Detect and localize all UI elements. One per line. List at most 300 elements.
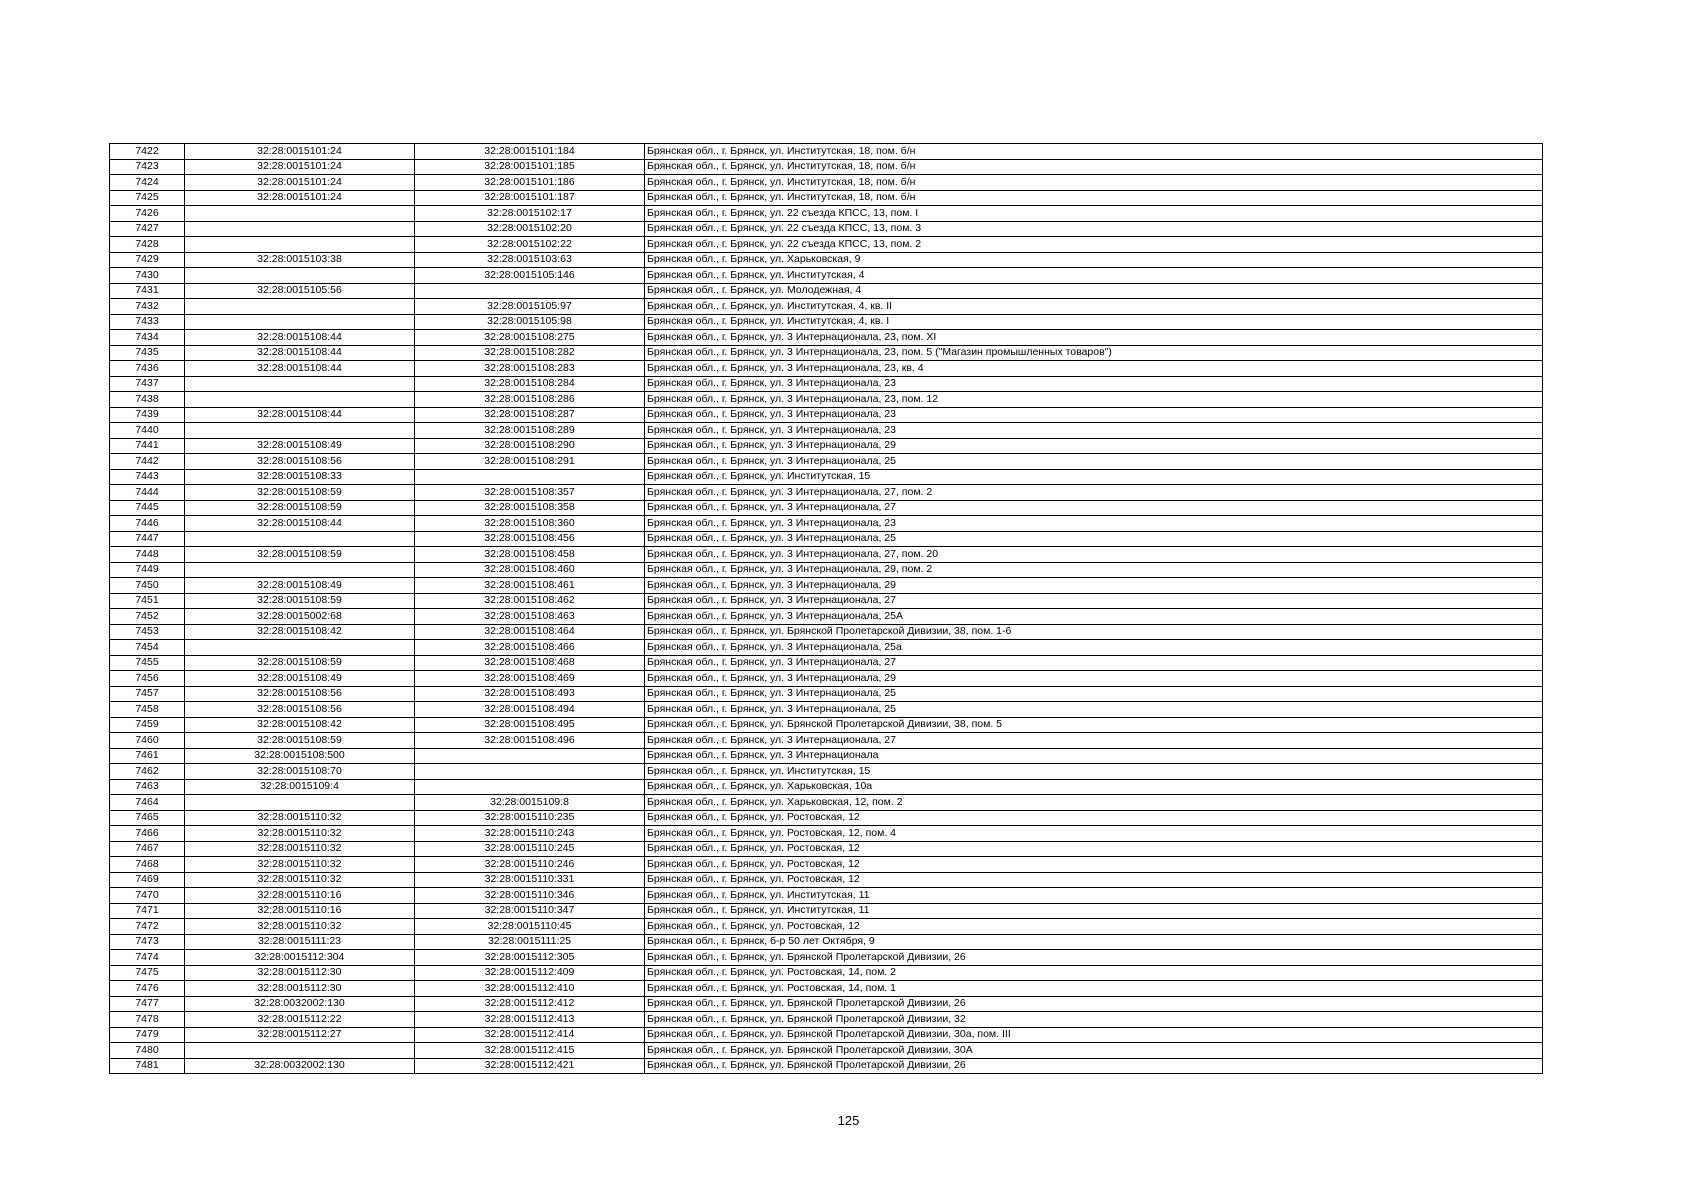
row-number: 7450	[110, 578, 185, 594]
land-plot-cadastral-number: 32:28:0015103:38	[185, 252, 415, 268]
table-row	[110, 702, 1543, 718]
table-row	[110, 221, 1543, 237]
land-plot-cadastral-number: 32:28:0015110:16	[185, 903, 415, 919]
address-cell: Брянская обл., г. Брянск, ул. 3 Интернационала, 23, пом. 5 ("Магазин промышленных товаров")	[645, 345, 1543, 361]
address-cell: Брянская обл., г. Брянск, ул. Институтская, 15	[645, 764, 1543, 780]
object-cadastral-number: 32:28:0015112:412	[415, 996, 645, 1012]
table-row	[110, 810, 1543, 826]
address-cell: Брянская обл., г. Брянск, ул. 3 Интернационала, 25а	[645, 640, 1543, 656]
land-plot-cadastral-number: 32:28:0015108:49	[185, 438, 415, 454]
land-plot-cadastral-number: 32:28:0015112:30	[185, 965, 415, 981]
land-plot-cadastral-number: 32:28:0015108:44	[185, 345, 415, 361]
row-number: 7463	[110, 779, 185, 795]
object-cadastral-number: 32:28:0015105:146	[415, 268, 645, 284]
object-cadastral-number: 32:28:0015112:305	[415, 950, 645, 966]
address-cell: Брянская обл., г. Брянск, ул. Институтская, 15	[645, 469, 1543, 485]
address-cell: Брянская обл., г. Брянск, ул. Ростовская, 12	[645, 857, 1543, 873]
address-cell: Брянская обл., г. Брянск, ул. Брянской Пролетарской Дивизии, 26	[645, 950, 1543, 966]
table-row	[110, 841, 1543, 857]
address-cell: Брянская обл., г. Брянск, ул. Институтская, 18, пом. б/н	[645, 144, 1543, 160]
land-plot-cadastral-number	[185, 221, 415, 237]
address-cell: Брянская обл., г. Брянск, ул. Брянской Пролетарской Дивизии, 30а, пом. III	[645, 1027, 1543, 1043]
table-row	[110, 531, 1543, 547]
land-plot-cadastral-number	[185, 376, 415, 392]
row-number: 7432	[110, 299, 185, 315]
address-cell: Брянская обл., г. Брянск, ул. 3 Интернационала, 23	[645, 516, 1543, 532]
address-cell: Брянская обл., г. Брянск, ул. 3 Интернационала, 29, пом. 2	[645, 562, 1543, 578]
row-number: 7461	[110, 748, 185, 764]
land-plot-cadastral-number: 32:28:0015110:32	[185, 872, 415, 888]
land-plot-cadastral-number	[185, 299, 415, 315]
address-cell: Брянская обл., г. Брянск, ул. 3 Интернационала, 23, кв. 4	[645, 361, 1543, 377]
table-row	[110, 1012, 1543, 1028]
address-cell: Брянская обл., г. Брянск, ул. Институтская, 4	[645, 268, 1543, 284]
land-plot-cadastral-number	[185, 1043, 415, 1059]
object-cadastral-number: 32:28:0015108:357	[415, 485, 645, 501]
row-number: 7471	[110, 903, 185, 919]
table-row	[110, 175, 1543, 191]
row-number: 7430	[110, 268, 185, 284]
table-row	[110, 1058, 1543, 1074]
land-plot-cadastral-number: 32:28:0015108:500	[185, 748, 415, 764]
table-row	[110, 516, 1543, 532]
address-cell: Брянская обл., г. Брянск, ул. Брянской Пролетарской Дивизии, 26	[645, 996, 1543, 1012]
table-row	[110, 423, 1543, 439]
land-plot-cadastral-number: 32:28:0015109:4	[185, 779, 415, 795]
object-cadastral-number: 32:28:0015110:45	[415, 919, 645, 935]
row-number: 7479	[110, 1027, 185, 1043]
land-plot-cadastral-number	[185, 314, 415, 330]
land-plot-cadastral-number	[185, 268, 415, 284]
land-plot-cadastral-number: 32:28:0015108:59	[185, 593, 415, 609]
table-row	[110, 996, 1543, 1012]
row-number: 7472	[110, 919, 185, 935]
object-cadastral-number: 32:28:0015108:494	[415, 702, 645, 718]
land-plot-cadastral-number: 32:28:0015108:56	[185, 702, 415, 718]
table-row	[110, 283, 1543, 299]
row-number: 7460	[110, 733, 185, 749]
land-plot-cadastral-number: 32:28:0015105:56	[185, 283, 415, 299]
table-row	[110, 392, 1543, 408]
table-row	[110, 562, 1543, 578]
table-row	[110, 624, 1543, 640]
table-row	[110, 888, 1543, 904]
row-number: 7473	[110, 934, 185, 950]
row-number: 7469	[110, 872, 185, 888]
address-cell: Брянская обл., г. Брянск, ул. 3 Интернационала, 29	[645, 578, 1543, 594]
object-cadastral-number: 32:28:0015108:291	[415, 454, 645, 470]
address-cell: Брянская обл., г. Брянск, ул. 3 Интернационала, 29	[645, 671, 1543, 687]
object-cadastral-number: 32:28:0015112:421	[415, 1058, 645, 1074]
address-cell: Брянская обл., г. Брянск, ул. 3 Интернационала, 25А	[645, 609, 1543, 625]
address-cell: Брянская обл., г. Брянск, ул. Харьковская, 9	[645, 252, 1543, 268]
row-number: 7474	[110, 950, 185, 966]
address-cell: Брянская обл., г. Брянск, ул. Брянской Пролетарской Дивизии, 38, пом. 5	[645, 717, 1543, 733]
address-cell: Брянская обл., г. Брянск, ул. Ростовская, 12	[645, 810, 1543, 826]
object-cadastral-number: 32:28:0015108:468	[415, 655, 645, 671]
row-number: 7466	[110, 826, 185, 842]
table-row	[110, 438, 1543, 454]
row-number: 7444	[110, 485, 185, 501]
object-cadastral-number: 32:28:0015108:466	[415, 640, 645, 656]
row-number: 7456	[110, 671, 185, 687]
table-row	[110, 407, 1543, 423]
object-cadastral-number	[415, 764, 645, 780]
row-number: 7462	[110, 764, 185, 780]
object-cadastral-number	[415, 283, 645, 299]
object-cadastral-number: 32:28:0015101:187	[415, 190, 645, 206]
address-cell: Брянская обл., г. Брянск, ул. Ростовская, 12, пом. 4	[645, 826, 1543, 842]
address-cell: Брянская обл., г. Брянск, ул. Ростовская, 12	[645, 919, 1543, 935]
land-plot-cadastral-number: 32:28:0015101:24	[185, 159, 415, 175]
land-plot-cadastral-number: 32:28:0015110:32	[185, 857, 415, 873]
address-cell: Брянская обл., г. Брянск, ул. 3 Интернационала, 27, пом. 2	[645, 485, 1543, 501]
object-cadastral-number: 32:28:0015102:17	[415, 206, 645, 222]
object-cadastral-number: 32:28:0015109:8	[415, 795, 645, 811]
table-row	[110, 733, 1543, 749]
land-plot-cadastral-number: 32:28:0015112:27	[185, 1027, 415, 1043]
land-plot-cadastral-number: 32:28:0015110:32	[185, 810, 415, 826]
object-cadastral-number: 32:28:0015110:246	[415, 857, 645, 873]
table-row	[110, 345, 1543, 361]
address-cell: Брянская обл., г. Брянск, ул. Брянской Пролетарской Дивизии, 26	[645, 1058, 1543, 1074]
object-cadastral-number: 32:28:0015108:462	[415, 593, 645, 609]
object-cadastral-number: 32:28:0015108:456	[415, 531, 645, 547]
object-cadastral-number: 32:28:0015112:413	[415, 1012, 645, 1028]
table-row	[110, 1027, 1543, 1043]
table-row	[110, 965, 1543, 981]
row-number: 7470	[110, 888, 185, 904]
address-cell: Брянская обл., г. Брянск, ул. 3 Интернационала, 23	[645, 407, 1543, 423]
land-plot-cadastral-number	[185, 237, 415, 253]
land-plot-cadastral-number: 32:28:0015108:44	[185, 516, 415, 532]
address-cell: Брянская обл., г. Брянск, ул. 3 Интернационала, 29	[645, 438, 1543, 454]
object-cadastral-number: 32:28:0015108:458	[415, 547, 645, 563]
land-plot-cadastral-number	[185, 640, 415, 656]
row-number: 7475	[110, 965, 185, 981]
table-row	[110, 779, 1543, 795]
table-row	[110, 268, 1543, 284]
table-row	[110, 144, 1543, 160]
address-cell: Брянская обл., г. Брянск, ул. Харьковская, 12, пом. 2	[645, 795, 1543, 811]
object-cadastral-number: 32:28:0015103:63	[415, 252, 645, 268]
address-cell: Брянская обл., г. Брянск, ул. Институтская, 11	[645, 903, 1543, 919]
object-cadastral-number: 32:28:0015108:360	[415, 516, 645, 532]
table-row	[110, 361, 1543, 377]
address-cell: Брянская обл., г. Брянск, ул. Молодежная, 4	[645, 283, 1543, 299]
object-cadastral-number: 32:28:0015112:410	[415, 981, 645, 997]
object-cadastral-number: 32:28:0015108:287	[415, 407, 645, 423]
address-cell: Брянская обл., г. Брянск, ул. 3 Интернационала, 25	[645, 702, 1543, 718]
address-cell: Брянская обл., г. Брянск, ул. Брянской Пролетарской Дивизии, 30А	[645, 1043, 1543, 1059]
land-plot-cadastral-number	[185, 206, 415, 222]
row-number: 7423	[110, 159, 185, 175]
object-cadastral-number: 32:28:0015108:493	[415, 686, 645, 702]
row-number: 7446	[110, 516, 185, 532]
object-cadastral-number: 32:28:0015111:25	[415, 934, 645, 950]
address-cell: Брянская обл., г. Брянск, ул. 22 съезда КПСС, 13, пом. I	[645, 206, 1543, 222]
address-cell: Брянская обл., г. Брянск, ул. Институтская, 18, пом. б/н	[645, 159, 1543, 175]
row-number: 7443	[110, 469, 185, 485]
table-row	[110, 206, 1543, 222]
table-row	[110, 190, 1543, 206]
address-cell: Брянская обл., г. Брянск, ул. 3 Интернационала, 23	[645, 376, 1543, 392]
table-row	[110, 593, 1543, 609]
row-number: 7453	[110, 624, 185, 640]
land-plot-cadastral-number: 32:28:0015110:16	[185, 888, 415, 904]
object-cadastral-number: 32:28:0015108:286	[415, 392, 645, 408]
land-plot-cadastral-number: 32:28:0015108:70	[185, 764, 415, 780]
land-plot-cadastral-number: 32:28:0015108:59	[185, 733, 415, 749]
address-cell: Брянская обл., г. Брянск, ул. 3 Интернационала, 27	[645, 593, 1543, 609]
object-cadastral-number: 32:28:0015102:22	[415, 237, 645, 253]
object-cadastral-number: 32:28:0015108:461	[415, 578, 645, 594]
object-cadastral-number: 32:28:0015108:460	[415, 562, 645, 578]
land-plot-cadastral-number: 32:28:0015108:59	[185, 485, 415, 501]
object-cadastral-number	[415, 779, 645, 795]
row-number: 7477	[110, 996, 185, 1012]
table-row	[110, 640, 1543, 656]
row-number: 7429	[110, 252, 185, 268]
row-number: 7431	[110, 283, 185, 299]
address-cell: Брянская обл., г. Брянск, ул. Ростовская, 14, пом. 2	[645, 965, 1543, 981]
row-number: 7476	[110, 981, 185, 997]
row-number: 7440	[110, 423, 185, 439]
land-plot-cadastral-number: 32:28:0015108:42	[185, 717, 415, 733]
row-number: 7436	[110, 361, 185, 377]
object-cadastral-number: 32:28:0015101:184	[415, 144, 645, 160]
table-row	[110, 469, 1543, 485]
table-row	[110, 454, 1543, 470]
table-row	[110, 857, 1543, 873]
object-cadastral-number: 32:28:0015108:495	[415, 717, 645, 733]
land-plot-cadastral-number: 32:28:0015108:56	[185, 686, 415, 702]
address-cell: Брянская обл., г. Брянск, ул. Ростовская, 14, пом. 1	[645, 981, 1543, 997]
object-cadastral-number: 32:28:0015108:282	[415, 345, 645, 361]
object-cadastral-number: 32:28:0015112:415	[415, 1043, 645, 1059]
object-cadastral-number: 32:28:0015110:347	[415, 903, 645, 919]
row-number: 7424	[110, 175, 185, 191]
row-number: 7457	[110, 686, 185, 702]
row-number: 7451	[110, 593, 185, 609]
table-row	[110, 159, 1543, 175]
row-number: 7439	[110, 407, 185, 423]
row-number: 7447	[110, 531, 185, 547]
table-row	[110, 314, 1543, 330]
land-plot-cadastral-number	[185, 562, 415, 578]
registry-table	[109, 143, 1543, 1074]
address-cell: Брянская обл., г. Брянск, ул. Харьковская, 10а	[645, 779, 1543, 795]
row-number: 7441	[110, 438, 185, 454]
table-row	[110, 795, 1543, 811]
land-plot-cadastral-number: 32:28:0015108:59	[185, 500, 415, 516]
object-cadastral-number: 32:28:0015108:275	[415, 330, 645, 346]
table-row	[110, 717, 1543, 733]
object-cadastral-number: 32:28:0015108:284	[415, 376, 645, 392]
row-number: 7425	[110, 190, 185, 206]
row-number: 7464	[110, 795, 185, 811]
address-cell: Брянская обл., г. Брянск, ул. 3 Интернационала, 27	[645, 733, 1543, 749]
object-cadastral-number	[415, 748, 645, 764]
registry-table-body	[110, 144, 1543, 1074]
table-row	[110, 764, 1543, 780]
address-cell: Брянская обл., г. Брянск, ул. 3 Интернационала, 27	[645, 655, 1543, 671]
land-plot-cadastral-number: 32:28:0015108:59	[185, 547, 415, 563]
table-row	[110, 578, 1543, 594]
land-plot-cadastral-number: 32:28:0015108:49	[185, 578, 415, 594]
address-cell: Брянская обл., г. Брянск, ул. Ростовская, 12	[645, 841, 1543, 857]
object-cadastral-number: 32:28:0015108:463	[415, 609, 645, 625]
address-cell: Брянская обл., г. Брянск, ул. 3 Интернационала, 27	[645, 500, 1543, 516]
object-cadastral-number: 32:28:0015102:20	[415, 221, 645, 237]
object-cadastral-number: 32:28:0015112:409	[415, 965, 645, 981]
land-plot-cadastral-number: 32:28:0015101:24	[185, 175, 415, 191]
object-cadastral-number: 32:28:0015108:283	[415, 361, 645, 377]
object-cadastral-number: 32:28:0015101:185	[415, 159, 645, 175]
row-number: 7433	[110, 314, 185, 330]
land-plot-cadastral-number: 32:28:0015108:59	[185, 655, 415, 671]
table-row	[110, 981, 1543, 997]
object-cadastral-number	[415, 469, 645, 485]
row-number: 7448	[110, 547, 185, 563]
table-row	[110, 826, 1543, 842]
table-row	[110, 655, 1543, 671]
land-plot-cadastral-number: 32:28:0032002:130	[185, 1058, 415, 1074]
land-plot-cadastral-number: 32:28:0015112:30	[185, 981, 415, 997]
row-number: 7422	[110, 144, 185, 160]
row-number: 7480	[110, 1043, 185, 1059]
page-number: 125	[837, 1113, 860, 1128]
object-cadastral-number: 32:28:0015101:186	[415, 175, 645, 191]
table-row	[110, 376, 1543, 392]
table-row	[110, 903, 1543, 919]
object-cadastral-number: 32:28:0015110:245	[415, 841, 645, 857]
address-cell: Брянская обл., г. Брянск, ул. 3 Интернационала, 23, пом. XI	[645, 330, 1543, 346]
land-plot-cadastral-number	[185, 392, 415, 408]
address-cell: Брянская обл., г. Брянск, ул. Институтская, 11	[645, 888, 1543, 904]
table-row	[110, 330, 1543, 346]
address-cell: Брянская обл., г. Брянск, ул. 3 Интернационала	[645, 748, 1543, 764]
object-cadastral-number: 32:28:0015108:358	[415, 500, 645, 516]
row-number: 7438	[110, 392, 185, 408]
object-cadastral-number: 32:28:0015108:289	[415, 423, 645, 439]
row-number: 7427	[110, 221, 185, 237]
address-cell: Брянская обл., г. Брянск, ул. Брянской Пролетарской Дивизии, 38, пом. 1-6	[645, 624, 1543, 640]
table-row	[110, 547, 1543, 563]
land-plot-cadastral-number: 32:28:0015108:42	[185, 624, 415, 640]
object-cadastral-number: 32:28:0015110:243	[415, 826, 645, 842]
row-number: 7468	[110, 857, 185, 873]
land-plot-cadastral-number: 32:28:0015108:44	[185, 407, 415, 423]
land-plot-cadastral-number: 32:28:0015108:56	[185, 454, 415, 470]
row-number: 7442	[110, 454, 185, 470]
land-plot-cadastral-number: 32:28:0015101:24	[185, 144, 415, 160]
table-row	[110, 237, 1543, 253]
land-plot-cadastral-number: 32:28:0015101:24	[185, 190, 415, 206]
address-cell: Брянская обл., г. Брянск, ул. Институтская, 18, пом. б/н	[645, 190, 1543, 206]
land-plot-cadastral-number: 32:28:0015111:23	[185, 934, 415, 950]
table-row	[110, 950, 1543, 966]
object-cadastral-number: 32:28:0015105:97	[415, 299, 645, 315]
row-number: 7458	[110, 702, 185, 718]
land-plot-cadastral-number	[185, 531, 415, 547]
address-cell: Брянская обл., г. Брянск, ул. 3 Интернационала, 27, пом. 20	[645, 547, 1543, 563]
row-number: 7434	[110, 330, 185, 346]
object-cadastral-number: 32:28:0015108:469	[415, 671, 645, 687]
row-number: 7465	[110, 810, 185, 826]
address-cell: Брянская обл., г. Брянск, ул. Институтская, 4, кв. I	[645, 314, 1543, 330]
table-row	[110, 671, 1543, 687]
row-number: 7435	[110, 345, 185, 361]
address-cell: Брянская обл., г. Брянск, б-р 50 лет Октября, 9	[645, 934, 1543, 950]
object-cadastral-number: 32:28:0015108:290	[415, 438, 645, 454]
row-number: 7454	[110, 640, 185, 656]
address-cell: Брянская обл., г. Брянск, ул. Институтская, 4, кв. II	[645, 299, 1543, 315]
row-number: 7426	[110, 206, 185, 222]
row-number: 7467	[110, 841, 185, 857]
object-cadastral-number: 32:28:0015110:235	[415, 810, 645, 826]
table-row	[110, 872, 1543, 888]
address-cell: Брянская обл., г. Брянск, ул. 3 Интернационала, 25	[645, 454, 1543, 470]
address-cell: Брянская обл., г. Брянск, ул. 3 Интернационала, 25	[645, 531, 1543, 547]
land-plot-cadastral-number	[185, 423, 415, 439]
table-row	[110, 299, 1543, 315]
address-cell: Брянская обл., г. Брянск, ул. Институтская, 18, пом. б/н	[645, 175, 1543, 191]
land-plot-cadastral-number	[185, 795, 415, 811]
table-row	[110, 609, 1543, 625]
address-cell: Брянская обл., г. Брянск, ул. Брянской Пролетарской Дивизии, 32	[645, 1012, 1543, 1028]
row-number: 7437	[110, 376, 185, 392]
land-plot-cadastral-number: 32:28:0015108:44	[185, 330, 415, 346]
address-cell: Брянская обл., г. Брянск, ул. 22 съезда КПСС, 13, пом. 3	[645, 221, 1543, 237]
land-plot-cadastral-number: 32:28:0015108:44	[185, 361, 415, 377]
object-cadastral-number: 32:28:0015108:496	[415, 733, 645, 749]
row-number: 7445	[110, 500, 185, 516]
object-cadastral-number: 32:28:0015110:331	[415, 872, 645, 888]
land-plot-cadastral-number: 32:28:0015110:32	[185, 826, 415, 842]
table-row	[110, 252, 1543, 268]
row-number: 7459	[110, 717, 185, 733]
land-plot-cadastral-number: 32:28:0015112:22	[185, 1012, 415, 1028]
address-cell: Брянская обл., г. Брянск, ул. 3 Интернационала, 23	[645, 423, 1543, 439]
land-plot-cadastral-number: 32:28:0015002:68	[185, 609, 415, 625]
object-cadastral-number: 32:28:0015110:346	[415, 888, 645, 904]
row-number: 7455	[110, 655, 185, 671]
table-row	[110, 1043, 1543, 1059]
row-number: 7449	[110, 562, 185, 578]
land-plot-cadastral-number: 32:28:0032002:130	[185, 996, 415, 1012]
row-number: 7452	[110, 609, 185, 625]
address-cell: Брянская обл., г. Брянск, ул. 3 Интернационала, 25	[645, 686, 1543, 702]
object-cadastral-number: 32:28:0015108:464	[415, 624, 645, 640]
table-row	[110, 748, 1543, 764]
table-row	[110, 919, 1543, 935]
land-plot-cadastral-number: 32:28:0015108:33	[185, 469, 415, 485]
address-cell: Брянская обл., г. Брянск, ул. Ростовская, 12	[645, 872, 1543, 888]
row-number: 7481	[110, 1058, 185, 1074]
land-plot-cadastral-number: 32:28:0015108:49	[185, 671, 415, 687]
land-plot-cadastral-number: 32:28:0015112:304	[185, 950, 415, 966]
address-cell: Брянская обл., г. Брянск, ул. 3 Интернационала, 23, пом. 12	[645, 392, 1543, 408]
land-plot-cadastral-number: 32:28:0015110:32	[185, 919, 415, 935]
row-number: 7428	[110, 237, 185, 253]
table-row	[110, 500, 1543, 516]
address-cell: Брянская обл., г. Брянск, ул. 22 съезда КПСС, 13, пом. 2	[645, 237, 1543, 253]
land-plot-cadastral-number: 32:28:0015110:32	[185, 841, 415, 857]
table-row	[110, 934, 1543, 950]
table-row	[110, 485, 1543, 501]
object-cadastral-number: 32:28:0015112:414	[415, 1027, 645, 1043]
